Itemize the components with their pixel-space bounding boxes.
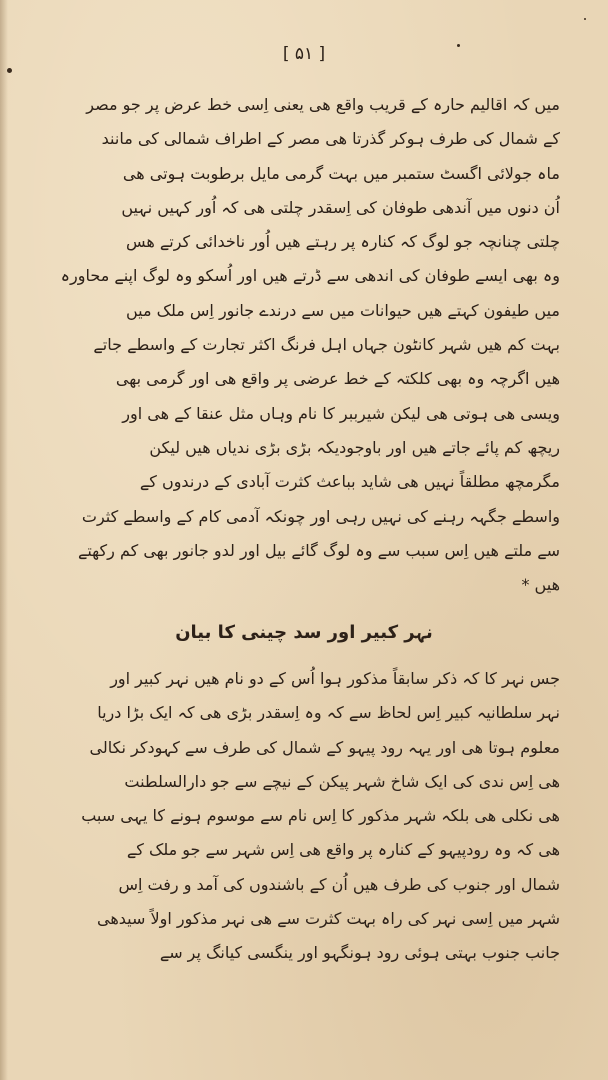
page-number: [ ۵۱ ]: [282, 44, 326, 64]
text-line: ھی نکلی ھی بلکہ شہر مذکور کا اِس نام سے موسوم ہونے کا یہی سبب: [81, 806, 560, 826]
text-line: ماہ جولائی اگسٹ ستمبر میں بہت گرمی مایل برطوبت ہوتی ھی: [122, 163, 560, 183]
text-line: ھیں اگرچہ وہ بھی کلکتہ کے خط عرضی پر واقع ھی اور گرمی بھی: [115, 369, 560, 389]
text-line: اُن دنوں میں آندھی طوفان کی اِسقدر چلتی ھی کہ اُور کہیں نہیں: [121, 197, 560, 217]
text-line: شہر میں اِسی نہر کی راہ بہت کثرت سے ھی نہر مذکور اولاً سیدھی: [96, 909, 560, 929]
text-line: ویسی ھی ہوتی ھی لیکن شیرببر کا نام وہاں مثل عنقا کے ھی اور: [122, 403, 560, 423]
text-line: واسطے جگہہ رہنے کی نہیں رہی اور چونکہ آدمی کام کے واسطے کثرت: [81, 506, 560, 526]
text-line: میں کہ اقالیم حارہ کے قریب واقع ھی یعنی اِسی خط عرض پر جو مصر: [86, 95, 560, 114]
text-line: چلتی چنانچہ جو لوگ کہ کنارہ پر رہتے ھیں اُور ناخدائی کرتے ھس: [125, 232, 560, 252]
text-line: نہر سلطانیہ کبیر اِس لحاظ سے کہ وہ اِسقدر بڑی ھی کہ ایک بڑا دریا: [97, 703, 560, 723]
text-line: مگرمچھ مطلقاً نہیں ھی شاید بباعث کثرت آبادی کے درندوں کے: [139, 472, 560, 492]
text-line: ریچھ کم پائے جاتے ھیں اور باوجودیکہ بڑی بڑی ندیاں ھیں لیکن: [149, 437, 560, 457]
text-line: ھی اِس ندی کی ایک شاخ شہر پیکن کے نیچے سے جو دارالسلطنت: [124, 771, 560, 791]
paragraph-grand-canal: [54, 662, 560, 971]
text-line: ھیں *: [521, 575, 560, 595]
text-line: جانب جنوب بہتی ہوئی رود ہونگہو اور ینگسی کیانگ پر سے: [159, 943, 560, 963]
text-line: کے شمال کی طرف ہوکر گذرتا ھی مصر کے اطراف شمالی کی مانند: [101, 129, 560, 149]
text-line: معلوم ہوتا ھی اور یہہ رود پیہو کے شمال کی طرف سے کہودکر نکالی: [89, 737, 560, 757]
text-line: میں طیفون کہتے ھیں حیوانات میں سے درندے جانور اِس ملک میں: [125, 300, 560, 320]
text-line: ھی کہ وہ رودپیہو کے کنارہ پر واقع ھی اِس شہر سے جو ملک کے: [126, 840, 560, 860]
text-line: بہت کم ھیں شہر کانٹون جہاں اہل فرنگ اکثر تجارت کے واسطے جاتے: [93, 335, 560, 355]
section-heading: نہر کبیر اور سد چینی کا بیان: [175, 622, 433, 643]
text-line: سے ملتے ھیں اِس سبب سے وہ لوگ گائے بیل اور لدو جانور بھی کم رکھتے: [77, 540, 560, 560]
page-edge-shadow: [0, 0, 8, 1080]
ink-speck: [7, 68, 12, 73]
ink-speck: [584, 18, 586, 20]
text-line: جس نہر کا کہ ذکر سابقاً مذکور ہوا اُس کے دو نام ھیں نہر کبیر اور: [110, 669, 560, 688]
text-line: شمال اور جنوب کی طرف ھیں اُن کے باشندوں کی آمد و رفت اِس: [118, 874, 560, 894]
paragraph-climate: [54, 88, 560, 602]
text-line: وہ بھی ایسے طوفان کی اندھی سے ڈرتے ھیں اور اُسکو وہ لوگ اپنے محاورہ: [60, 266, 560, 286]
